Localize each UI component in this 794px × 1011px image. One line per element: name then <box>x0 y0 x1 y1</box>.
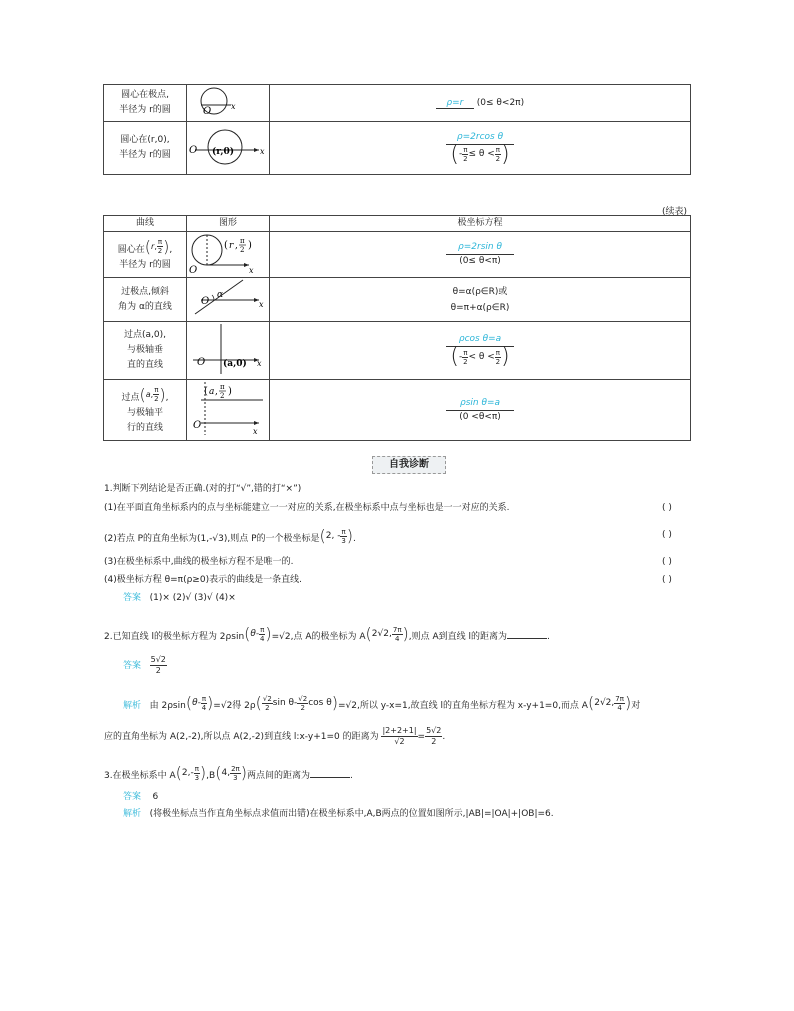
q1-stem: 1.判断下列结论是否正确.(对的打“√”,错的打“×”) <box>104 484 302 494</box>
polar-table-continued <box>103 215 691 441</box>
q1-bracket-3: ( ) <box>662 557 672 567</box>
svg-text:O: O <box>189 145 198 156</box>
q1-answer: 答案 (1)× (2)√ (3)√ (4)× <box>123 593 236 603</box>
svg-text:2: 2 <box>240 246 245 254</box>
equation-cell: ρ=r (0≤ θ<2π) <box>270 85 691 122</box>
curve-cell: 圆心在极点, 半径为 r的圆 <box>104 85 187 122</box>
curve-cell: 圆心在 ( r , π 2 ) , 半径为 r的圆 <box>104 232 187 278</box>
svg-text:x: x <box>253 427 258 436</box>
svg-text:O: O <box>203 106 212 117</box>
svg-text:): ) <box>248 240 252 251</box>
svg-text:(: ( <box>224 240 228 251</box>
q1-item-3: (3)在极坐标系中,曲线的极坐标方程不是唯一的. <box>104 557 294 567</box>
circle-center-r-pi2-figure <box>187 232 269 274</box>
svg-text:x: x <box>260 147 265 156</box>
svg-text:x: x <box>249 266 254 274</box>
svg-text:π: π <box>220 383 225 391</box>
header-equation: 极坐标方程 <box>270 216 691 232</box>
q3-answer: 答案 6 <box>123 792 159 802</box>
q2-answer: 答案 $\frac{5√2}{2}$ <box>123 655 166 675</box>
equation-cell: ρ=2rcos θ ( - $\frac{\pi}{2}$ ≤ θ < π 2 ) <box>270 122 691 175</box>
svg-text:(a,0): (a,0) <box>223 359 247 369</box>
vertical-line-figure <box>187 322 269 376</box>
q1-item-2: (2)若点 P的直角坐标为(1,-√3),则点 P的一个极坐标是 ( 2, - π 3 ) . <box>104 526 356 545</box>
circle-at-pole-figure <box>187 85 269 118</box>
figure-cell <box>187 278 270 322</box>
line-through-pole-figure <box>187 278 269 318</box>
svg-text:,: , <box>215 387 218 397</box>
svg-text:x: x <box>257 359 262 368</box>
curve-cell: 过点 ( a , π 2 ) , 与极轴平 行的直线 <box>104 380 187 441</box>
figure-cell <box>187 122 270 175</box>
q2-analysis: 解析 由 2ρsin ( θ- π 4 ) =√2得 2ρ ( √2 2 sin θ- √2 2 cos θ ) =√2,所以 y-x=1,故直线 l的直角坐标方程为 x-y+1=0,而点 A ( 2√2, 7π 4 ) 对 <box>123 693 641 712</box>
circle-center-r0-figure <box>187 122 269 171</box>
q3-stem: 3.在极坐标系中 A ( 2,- π 3 ) ,B ( 4, 2π 3 ) 两点间的距离为 . <box>104 763 353 782</box>
figure-cell <box>187 322 270 380</box>
svg-text:x: x <box>231 102 236 111</box>
header-figure: 图形 <box>187 216 270 232</box>
svg-text:O: O <box>193 420 202 431</box>
q1-bracket-4: ( ) <box>662 575 672 585</box>
svg-text:(: ( <box>204 386 208 397</box>
svg-text:a: a <box>209 387 215 397</box>
equation-cell: ρcos θ=a ( - π 2 < θ < π 2 ) <box>270 322 691 380</box>
svg-text:α: α <box>217 290 224 300</box>
equation-cell: $\frac{\text{ρ=2rsin θ}}{(0\le \theta<\pi)}$ <box>270 232 691 278</box>
horizontal-line-figure <box>187 380 269 437</box>
figure-cell <box>187 380 270 441</box>
figure-cell <box>187 232 270 278</box>
svg-text:O: O <box>197 357 206 368</box>
q2-stem: 2.已知直线 l的极坐标方程为 2ρsin ( θ- π 4 ) =√2,点 A的极坐标为 A ( 2√2, 7π 4 ) ,则点 A到直线 l的距离为 . <box>104 624 550 643</box>
q1-item-1: (1)在平面直角坐标系内的点与坐标能建立一一对应的关系,在极坐标系中点与坐标也是一一对应的关系. <box>104 503 510 513</box>
curve-cell: 圆心在(r,0), 半径为 r的圆 <box>104 122 187 175</box>
svg-text:(r,0): (r,0) <box>212 147 234 157</box>
curve-cell: 过极点,倾斜 角为 α的直线 <box>104 278 187 322</box>
q1-bracket-2: ( ) <box>662 530 672 540</box>
q1-item-4: (4)极坐标方程 θ=π(ρ≥0)表示的曲线是一条直线. <box>104 575 302 585</box>
q3-analysis: 解析 (将极坐标点当作直角坐标点求值而出错)在极坐标系中,A,B两点的位置如图所示,|AB|=|OA|+|OB|=6. <box>123 809 554 819</box>
svg-text:): ) <box>228 386 232 397</box>
svg-text:O: O <box>201 296 210 307</box>
curve-cell: 过点(a,0), 与极轴垂 直的直线 <box>104 322 187 380</box>
svg-text:2: 2 <box>220 392 225 400</box>
svg-text:x: x <box>259 300 264 309</box>
q1-bracket-1: ( ) <box>662 503 672 513</box>
header-curve: 曲线 <box>104 216 187 232</box>
equation-cell: $\frac{\text{ρsin θ=a}}{(0 <\theta<\pi)}$ <box>270 380 691 441</box>
polar-table-top <box>103 84 691 175</box>
q2-analysis-line2: 应的直角坐标为 A(2,-2),所以点 A(2,-2)到直线 l:x-y+1=0 的距离为 $\frac{|2+2+1|}{√2}$ = $\frac{5√2}{2}$ . <box>104 726 446 746</box>
equation-cell: θ=α(ρ∈R)或 θ=π+α(ρ∈R) <box>270 278 691 322</box>
svg-text:r: r <box>229 241 234 251</box>
svg-text:,: , <box>235 241 238 251</box>
figure-cell <box>187 85 270 122</box>
svg-text:O: O <box>189 265 198 274</box>
svg-text:π: π <box>240 237 245 245</box>
section-title: 自我诊断 <box>372 456 446 474</box>
continued-label: (续表) <box>662 207 688 217</box>
